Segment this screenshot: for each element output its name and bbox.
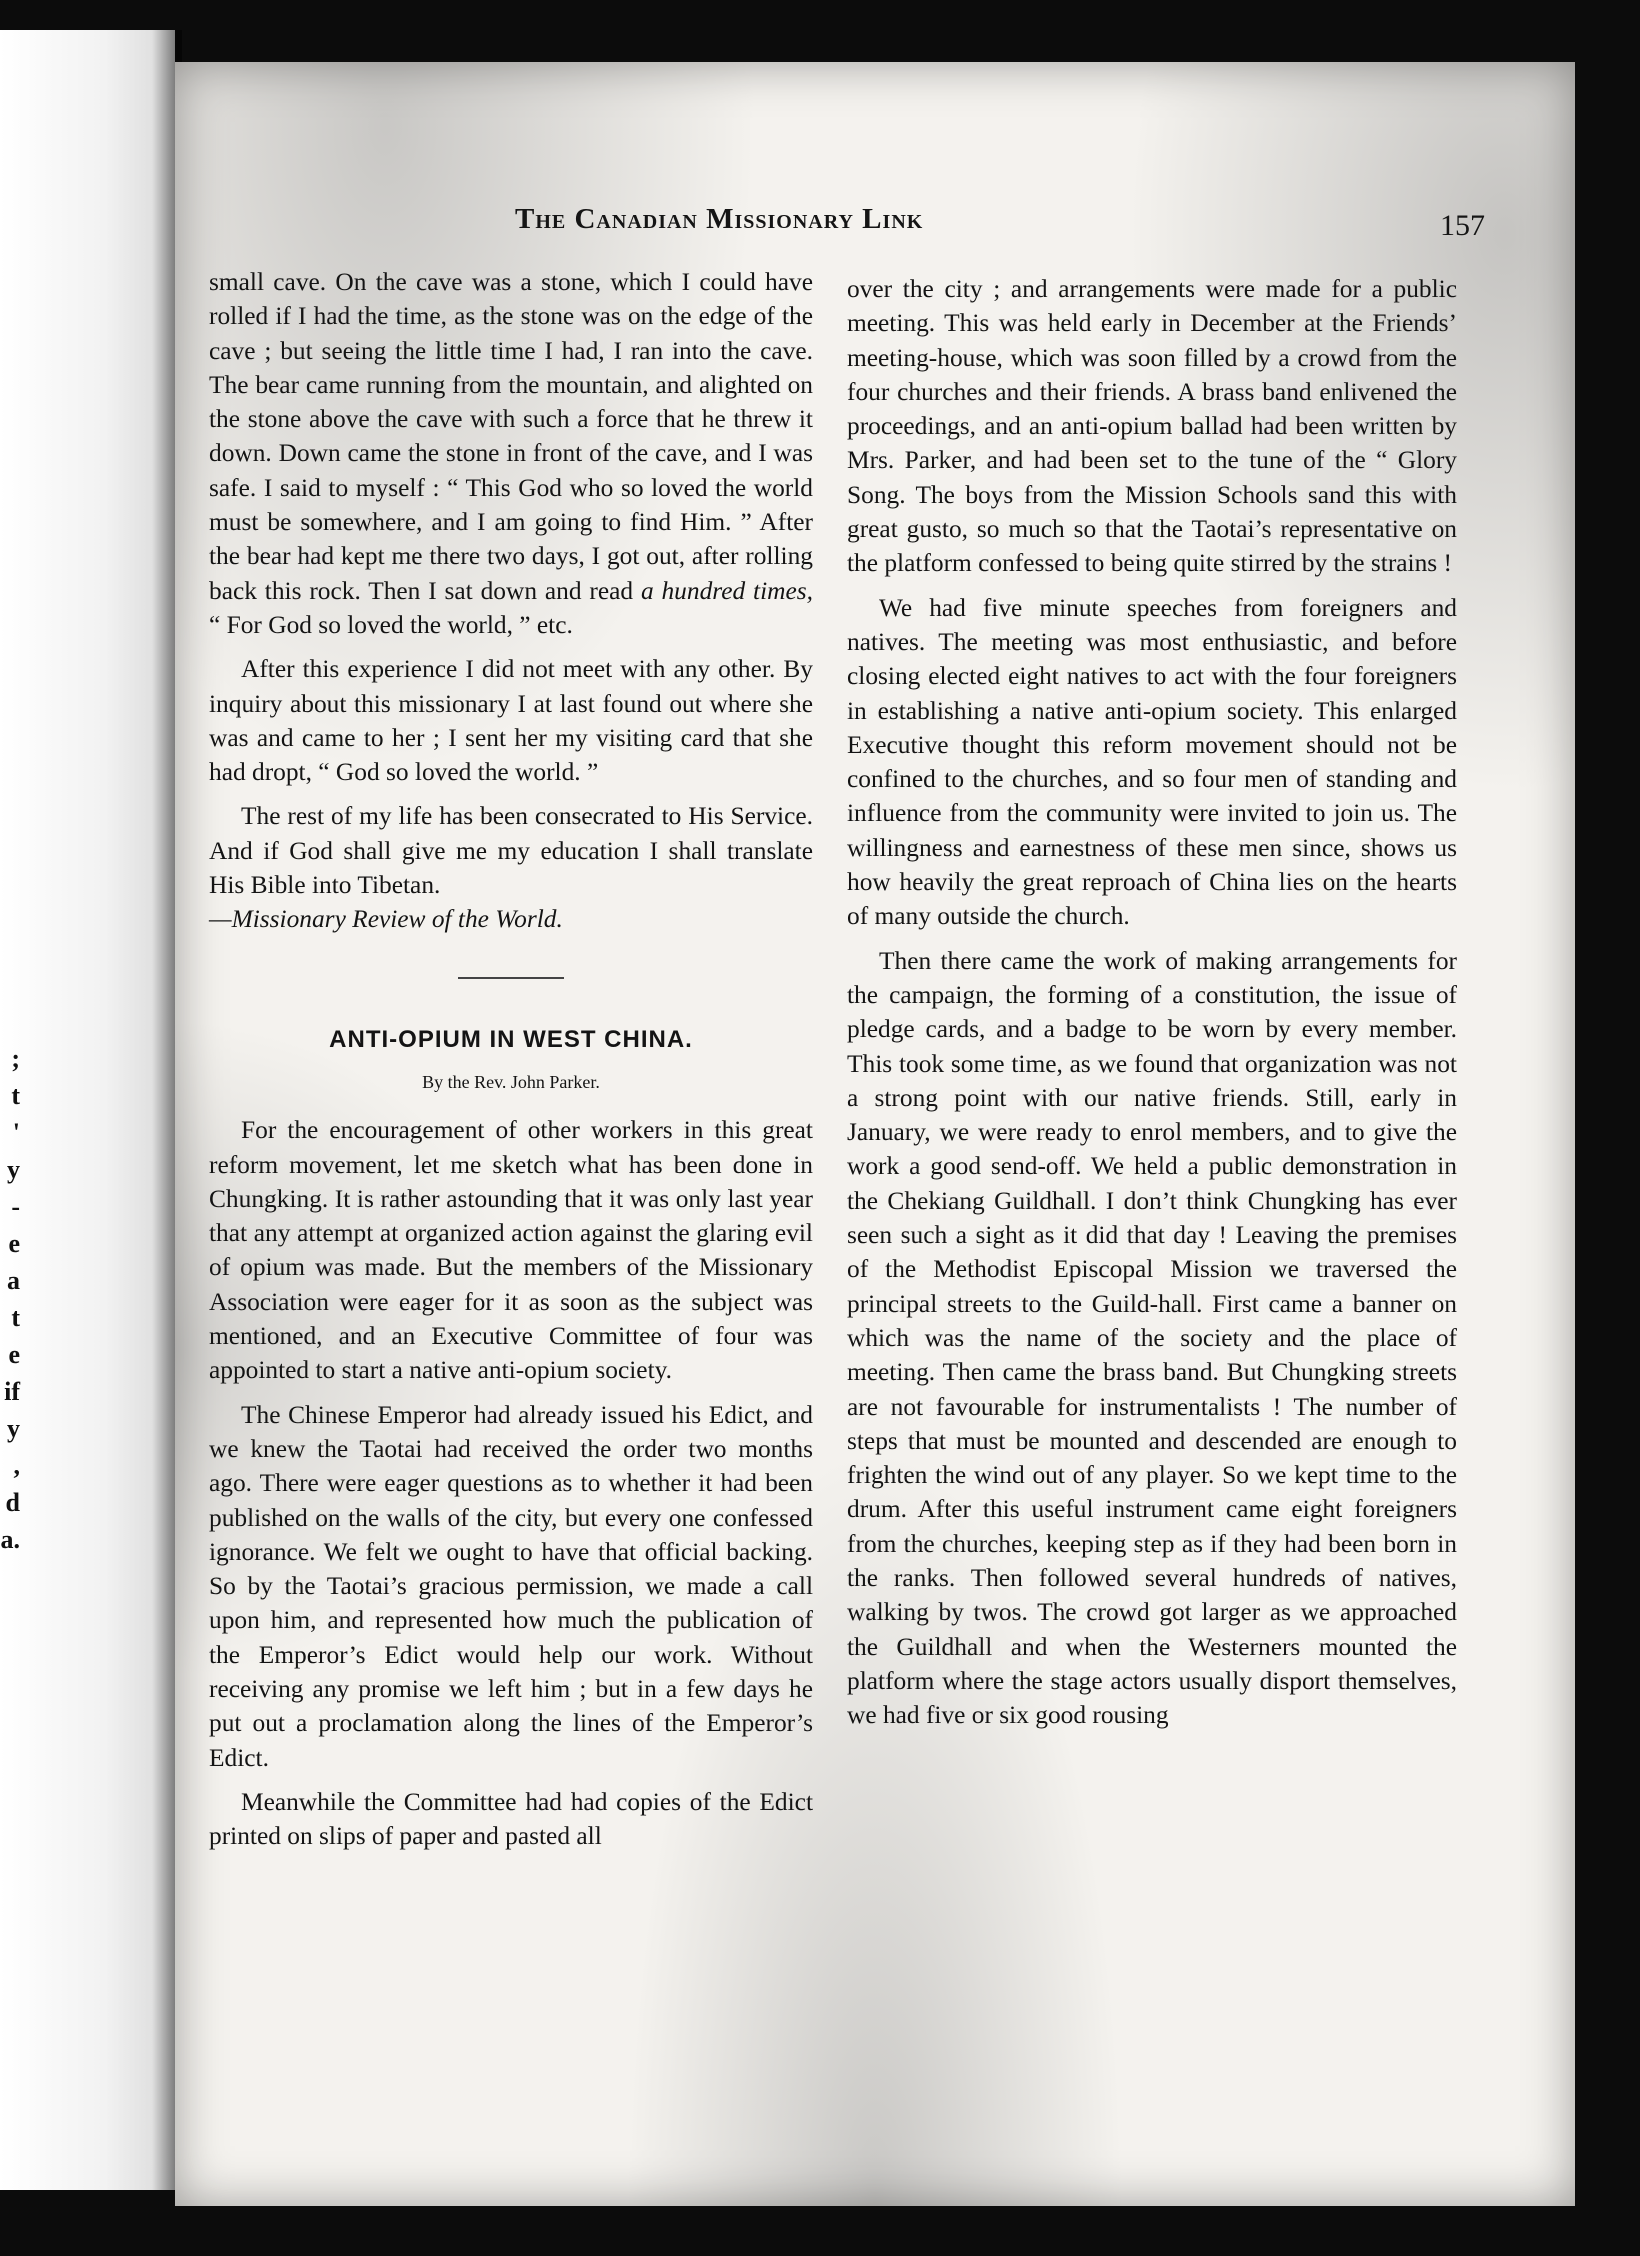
paragraph: over the city ; and arrangements were made for a public meeting. This was held early in December at the Friends’ meeting-house, which was soon filled by a crowd from the four churches and their friends. A brass band enlivened the proceedings, and an anti-opium ballad had been written by Mrs. Parker, and had been set to the tune of the “ Glory Song. The boys from the Mission Schools sand this with great gusto, so much so that the Taotai’s representative on the platform confessed to being quite stirred by the strains ! [847, 275, 1457, 578]
source-attribution: —Missionary Review of the World. [209, 905, 563, 934]
margin-fragment: y [7, 1155, 20, 1184]
paragraph: Then there came the work of making arrangements for the campaign, the forming of a constitution, the issue of pledge cards, and a badge to be worn by every member. This took some time, as we found that organization was not a strong point with our native friends. Still, early in January, we were ready to enrol members, and to give the work a good send-off. We held a public demonstration in the Chekiang Guildhall. I don’t think Chungking has ever seen such a sight as it did that day ! Leaving the premises of the Methodist Episcopal Mission we traversed the principal streets to the Guild-hall. First came a banner on which was the name of the society and the place of meeting. Then came the brass band. But Chungking streets are not favourable for instrumentalists ! The number of steps that must be mounted and descended are enough to frighten the wind out of any player. So we kept time to the drum. After this useful instrument came eight foreigners from the churches, keeping step as if they had been born in the ranks. Then followed several hundreds of natives, walking by twos. The crowd got larger as we approached the Guildhall and when the Westerners mounted the platform where the stage actors usually disport themselves, we had five or six good rousing [847, 946, 1457, 1730]
paragraph [209, 265, 813, 642]
margin-fragment: , [13, 1451, 20, 1480]
margin-fragment: a. [0, 1525, 20, 1554]
margin-fragment: e [8, 1340, 20, 1369]
margin-fragment: - [11, 1192, 20, 1221]
margin-fragment: d [5, 1488, 20, 1517]
left-column [209, 265, 813, 1853]
page-header [175, 203, 1575, 253]
adjacent-page-edge [0, 30, 175, 2190]
page-number: 157 [1440, 209, 1485, 242]
paragraph: The rest of my life has been consecrated to His Service. And if God shall give me my education I shall translate His Bible into Tibetan. [209, 802, 813, 900]
adjacent-page-fragments [0, 1040, 20, 1558]
running-title: The Canadian Missionary Link [515, 203, 924, 235]
paragraph: The Chinese Emperor had already issued his Edict, and we knew the Taotai had received the order two months ago. There were eager questions as to whether it had been published on the walls of the city, but every one confessed ignorance. We felt we ought to have that official backing. So by the Taotai’s gracious permission, we made a call upon him, and represented how much the publication of the Emperor’s Edict would help our work. Without receiving any promise we left him ; but in a few days he put out a proclamation along the lines of the Emperor’s Edict. [209, 1400, 813, 1772]
margin-fragment: t [11, 1303, 20, 1332]
right-column [847, 272, 1457, 1732]
paragraph: For the encouragement of other workers in this great reform movement, let me sketch what has been done in Chungking. It is rather astounding that it was only last year that any attempt at organized action against the glaring evil of opium was made. But the members of the Missionary Association were eager for it as soon as the subject was mentioned, and an Executive Committee of four was appointed to start a native anti-opium society. [209, 1116, 813, 1385]
margin-fragment: a [7, 1266, 20, 1295]
article-title: ANTI-OPIUM IN WEST CHINA. [329, 1025, 693, 1053]
paragraph-text: small cave. On the cave was a stone, which I could have rolled if I had the time, as the stone was on the edge of the cave ; but seeing the little time I had, I ran into the cave. The bear came running from the mountain, and alighted on the stone above the cave with such a force that he threw it down. Down came the stone in front of the cave, and I was safe. I said to myself : “ This God who so loved the world must be somewhere, and I am going to find Him. ” After the bear had kept me there two days, I got out, after rolling back this rock. Then I sat down and read [209, 268, 813, 605]
article-byline: By the Rev. John Parker. [422, 1071, 600, 1092]
paragraph: We had five minute speeches from foreigners and natives. The meeting was most enthusiastic, and before closing elected eight natives to act with the four foreigners in establishing a native anti-opium society. This enlarged Executive thought this reform movement should not be confined to the churches, and so four men of standing and influence from the community were invited to join us. The willingness and earnestness of these men since, shows us how heavily the great reproach of China lies on the hearts of many outside the church. [847, 593, 1457, 931]
section-divider [458, 977, 564, 979]
margin-fragment: ' [12, 1118, 20, 1147]
paragraph: After this experience I did not meet with any other. By inquiry about this missionary I at last found out where she was and came to her ; I sent her my visiting card that she had dropt, “ God so loved the world. ” [209, 655, 813, 787]
margin-fragment: t [11, 1081, 20, 1110]
paragraph: Meanwhile the Committee had had copies of the Edict printed on slips of paper and pasted all [209, 1787, 813, 1851]
margin-fragment: e [8, 1229, 20, 1258]
margin-fragment: y [7, 1414, 20, 1443]
margin-fragment: ; [11, 1044, 20, 1073]
margin-fragment: if [4, 1377, 20, 1406]
emphasis-text: a hundred times, [640, 576, 813, 605]
paragraph-text: “ For God so loved the world, ” etc. [209, 610, 573, 639]
magazine-page [175, 62, 1575, 2206]
